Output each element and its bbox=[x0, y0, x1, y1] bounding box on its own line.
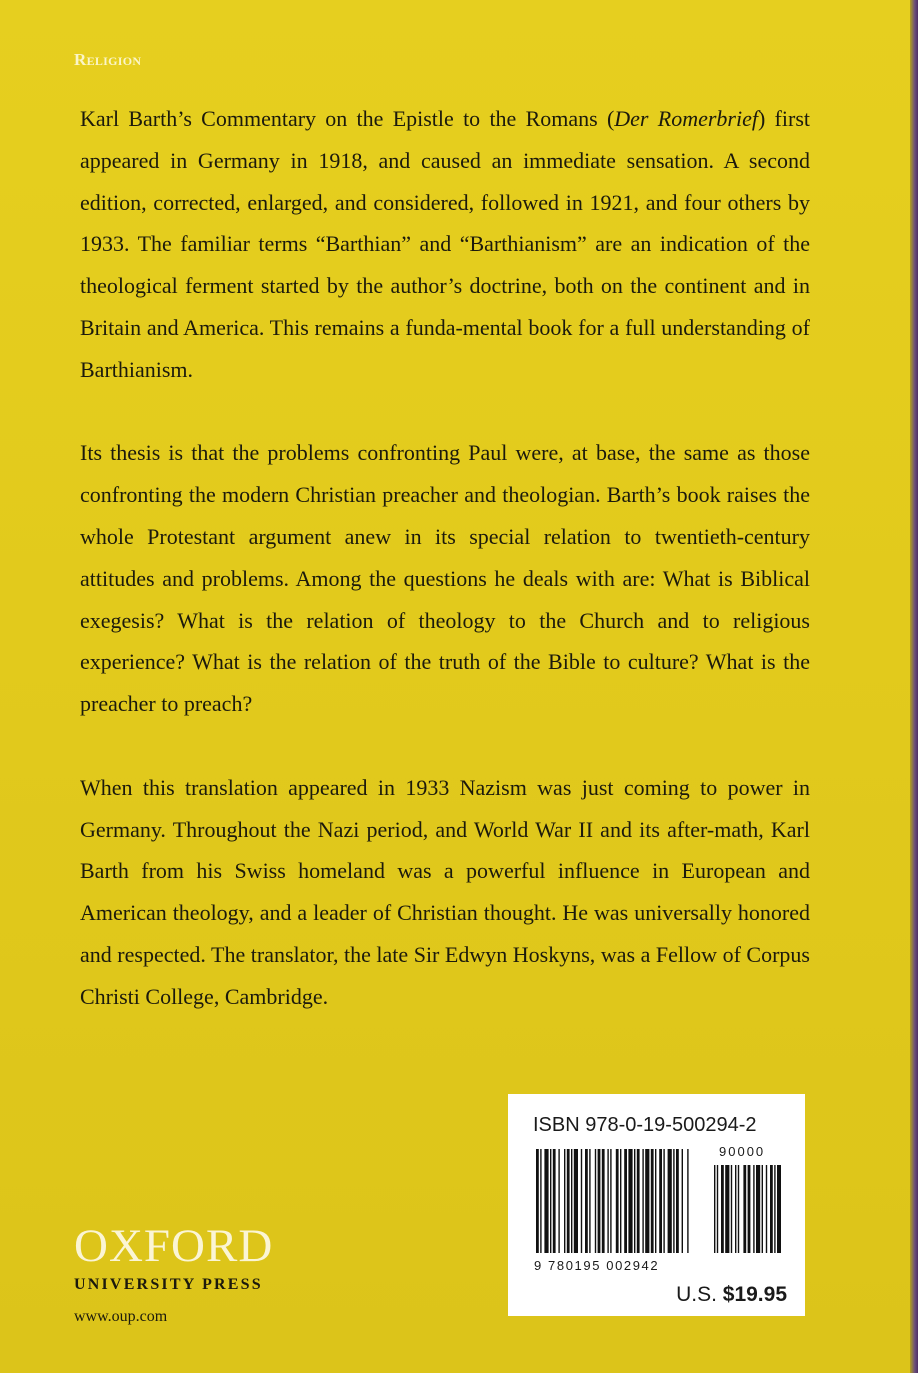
barcode-bar bbox=[624, 1149, 627, 1253]
blurb-paragraph-1 bbox=[80, 98, 810, 391]
blurb-paragraph-3: When this translation appeared in 1933 Nazism was just coming to power in Germany. Throughout the Nazi period, and World War II and its after-math, Karl Barth from his Swiss homeland was a powerful influence in European and American theology, and a leader of Christian thought. He was universally honored and respected. The translator, the late Sir Edwyn Hoskyns, was a Fellow of Corpus Christi College, Cambridge. bbox=[80, 774, 810, 1009]
barcode-bar bbox=[687, 1149, 688, 1253]
barcode-bar bbox=[598, 1149, 601, 1253]
barcode-bar bbox=[536, 1149, 539, 1253]
ean-barcode-bars bbox=[536, 1149, 689, 1253]
barcode-bar bbox=[682, 1149, 683, 1253]
addon-bar bbox=[766, 1165, 767, 1253]
addon-bar bbox=[770, 1165, 773, 1253]
publisher-url: www.oup.com bbox=[74, 1308, 168, 1325]
price-tag bbox=[676, 1283, 787, 1307]
addon-bar bbox=[717, 1165, 718, 1253]
barcode-bar bbox=[589, 1149, 590, 1253]
barcode-bar bbox=[558, 1149, 559, 1253]
barcode-bar bbox=[676, 1149, 679, 1253]
isbn-number: ISBN 978-0-19-500294-2 bbox=[533, 1114, 757, 1136]
barcode-bar bbox=[574, 1149, 578, 1253]
barcode-digits: 9 780195 002942 bbox=[534, 1258, 660, 1273]
barcode-panel bbox=[508, 1094, 805, 1316]
barcode-bar bbox=[634, 1149, 635, 1253]
paragraph-1-text-start: Karl Barth’s Commentary on the Epistle to the Romans ( bbox=[80, 106, 615, 131]
barcode-bar bbox=[553, 1149, 556, 1253]
barcode-bar bbox=[642, 1149, 643, 1253]
barcode-bar bbox=[540, 1149, 541, 1253]
barcode-bar bbox=[620, 1149, 621, 1253]
price-currency: U.S. bbox=[676, 1283, 717, 1306]
addon-bar bbox=[774, 1165, 775, 1253]
category-label: Religion bbox=[74, 50, 142, 69]
barcode-bar bbox=[610, 1149, 611, 1253]
paragraph-1-text-end: ) first appeared in Germany in 1918, and caused an immediate sensation. A second edition, corrected, enlarged, and considered, followed in 1921, and four others by 1933. The familiar terms “Barthian” and “Barthianism” are an indication of the theological ferment started by the author’s doctrine, both on the continent and in Britain and America. This remains a funda-mental book for a full understanding of Barthianism. bbox=[80, 106, 810, 382]
barcode-bar bbox=[564, 1149, 565, 1253]
barcode-bar bbox=[645, 1149, 649, 1253]
addon-barcode-bars bbox=[714, 1165, 781, 1253]
publisher-name: OXFORD bbox=[74, 1220, 274, 1272]
spine-edge bbox=[910, 0, 918, 1373]
barcode-bar bbox=[668, 1149, 672, 1253]
barcode-addon-digits: 90000 bbox=[719, 1144, 766, 1159]
barcode-bar bbox=[581, 1149, 582, 1253]
addon-bar bbox=[721, 1165, 724, 1253]
barcode-bar bbox=[637, 1149, 640, 1253]
barcode-bar bbox=[585, 1149, 588, 1253]
barcode-bar bbox=[595, 1149, 596, 1253]
barcode-bar bbox=[659, 1149, 662, 1253]
barcode-bar bbox=[651, 1149, 654, 1253]
addon-bar bbox=[762, 1165, 763, 1253]
barcode-bar bbox=[567, 1149, 570, 1253]
barcode-bar bbox=[655, 1149, 656, 1253]
addon-bar bbox=[753, 1165, 754, 1253]
publisher-logo bbox=[74, 1222, 273, 1326]
barcode-bar bbox=[673, 1149, 674, 1253]
addon-bar bbox=[735, 1165, 736, 1253]
barcode-graphic bbox=[536, 1149, 781, 1257]
barcode-bar bbox=[602, 1149, 605, 1253]
addon-bar bbox=[756, 1165, 760, 1253]
addon-bar bbox=[777, 1165, 781, 1253]
addon-bar bbox=[714, 1165, 715, 1253]
barcode-bar bbox=[607, 1149, 608, 1253]
book-original-title: Der Romerbrief bbox=[614, 106, 758, 131]
barcode-bar bbox=[544, 1149, 548, 1253]
barcode-bar bbox=[571, 1149, 572, 1253]
barcode-bar bbox=[616, 1149, 619, 1253]
barcode-bar bbox=[550, 1149, 551, 1253]
blurb-paragraph-2: Its thesis is that the problems confronting Paul were, at base, the same as those confronting the modern Christian preacher and theologian. Barth’s book raises the whole Protestant argument anew in its special relation to twentieth-century attitudes and problems. Among the questions he deals with are: What is Biblical exegesis? What is the relation of theology to the Church and to religious experience? What is the relation of the truth of the Bible to culture? What is the preacher to preach? bbox=[80, 440, 810, 717]
blurb bbox=[80, 98, 810, 1018]
addon-bar bbox=[731, 1165, 732, 1253]
addon-bar bbox=[725, 1165, 729, 1253]
barcode-bar bbox=[628, 1149, 632, 1253]
addon-bar bbox=[748, 1165, 751, 1253]
addon-bar bbox=[738, 1165, 739, 1253]
price-value: $19.95 bbox=[722, 1283, 787, 1306]
publisher-subtitle: UNIVERSITY PRESS bbox=[74, 1276, 263, 1293]
barcode-bar bbox=[663, 1149, 664, 1253]
addon-bar bbox=[743, 1165, 746, 1253]
